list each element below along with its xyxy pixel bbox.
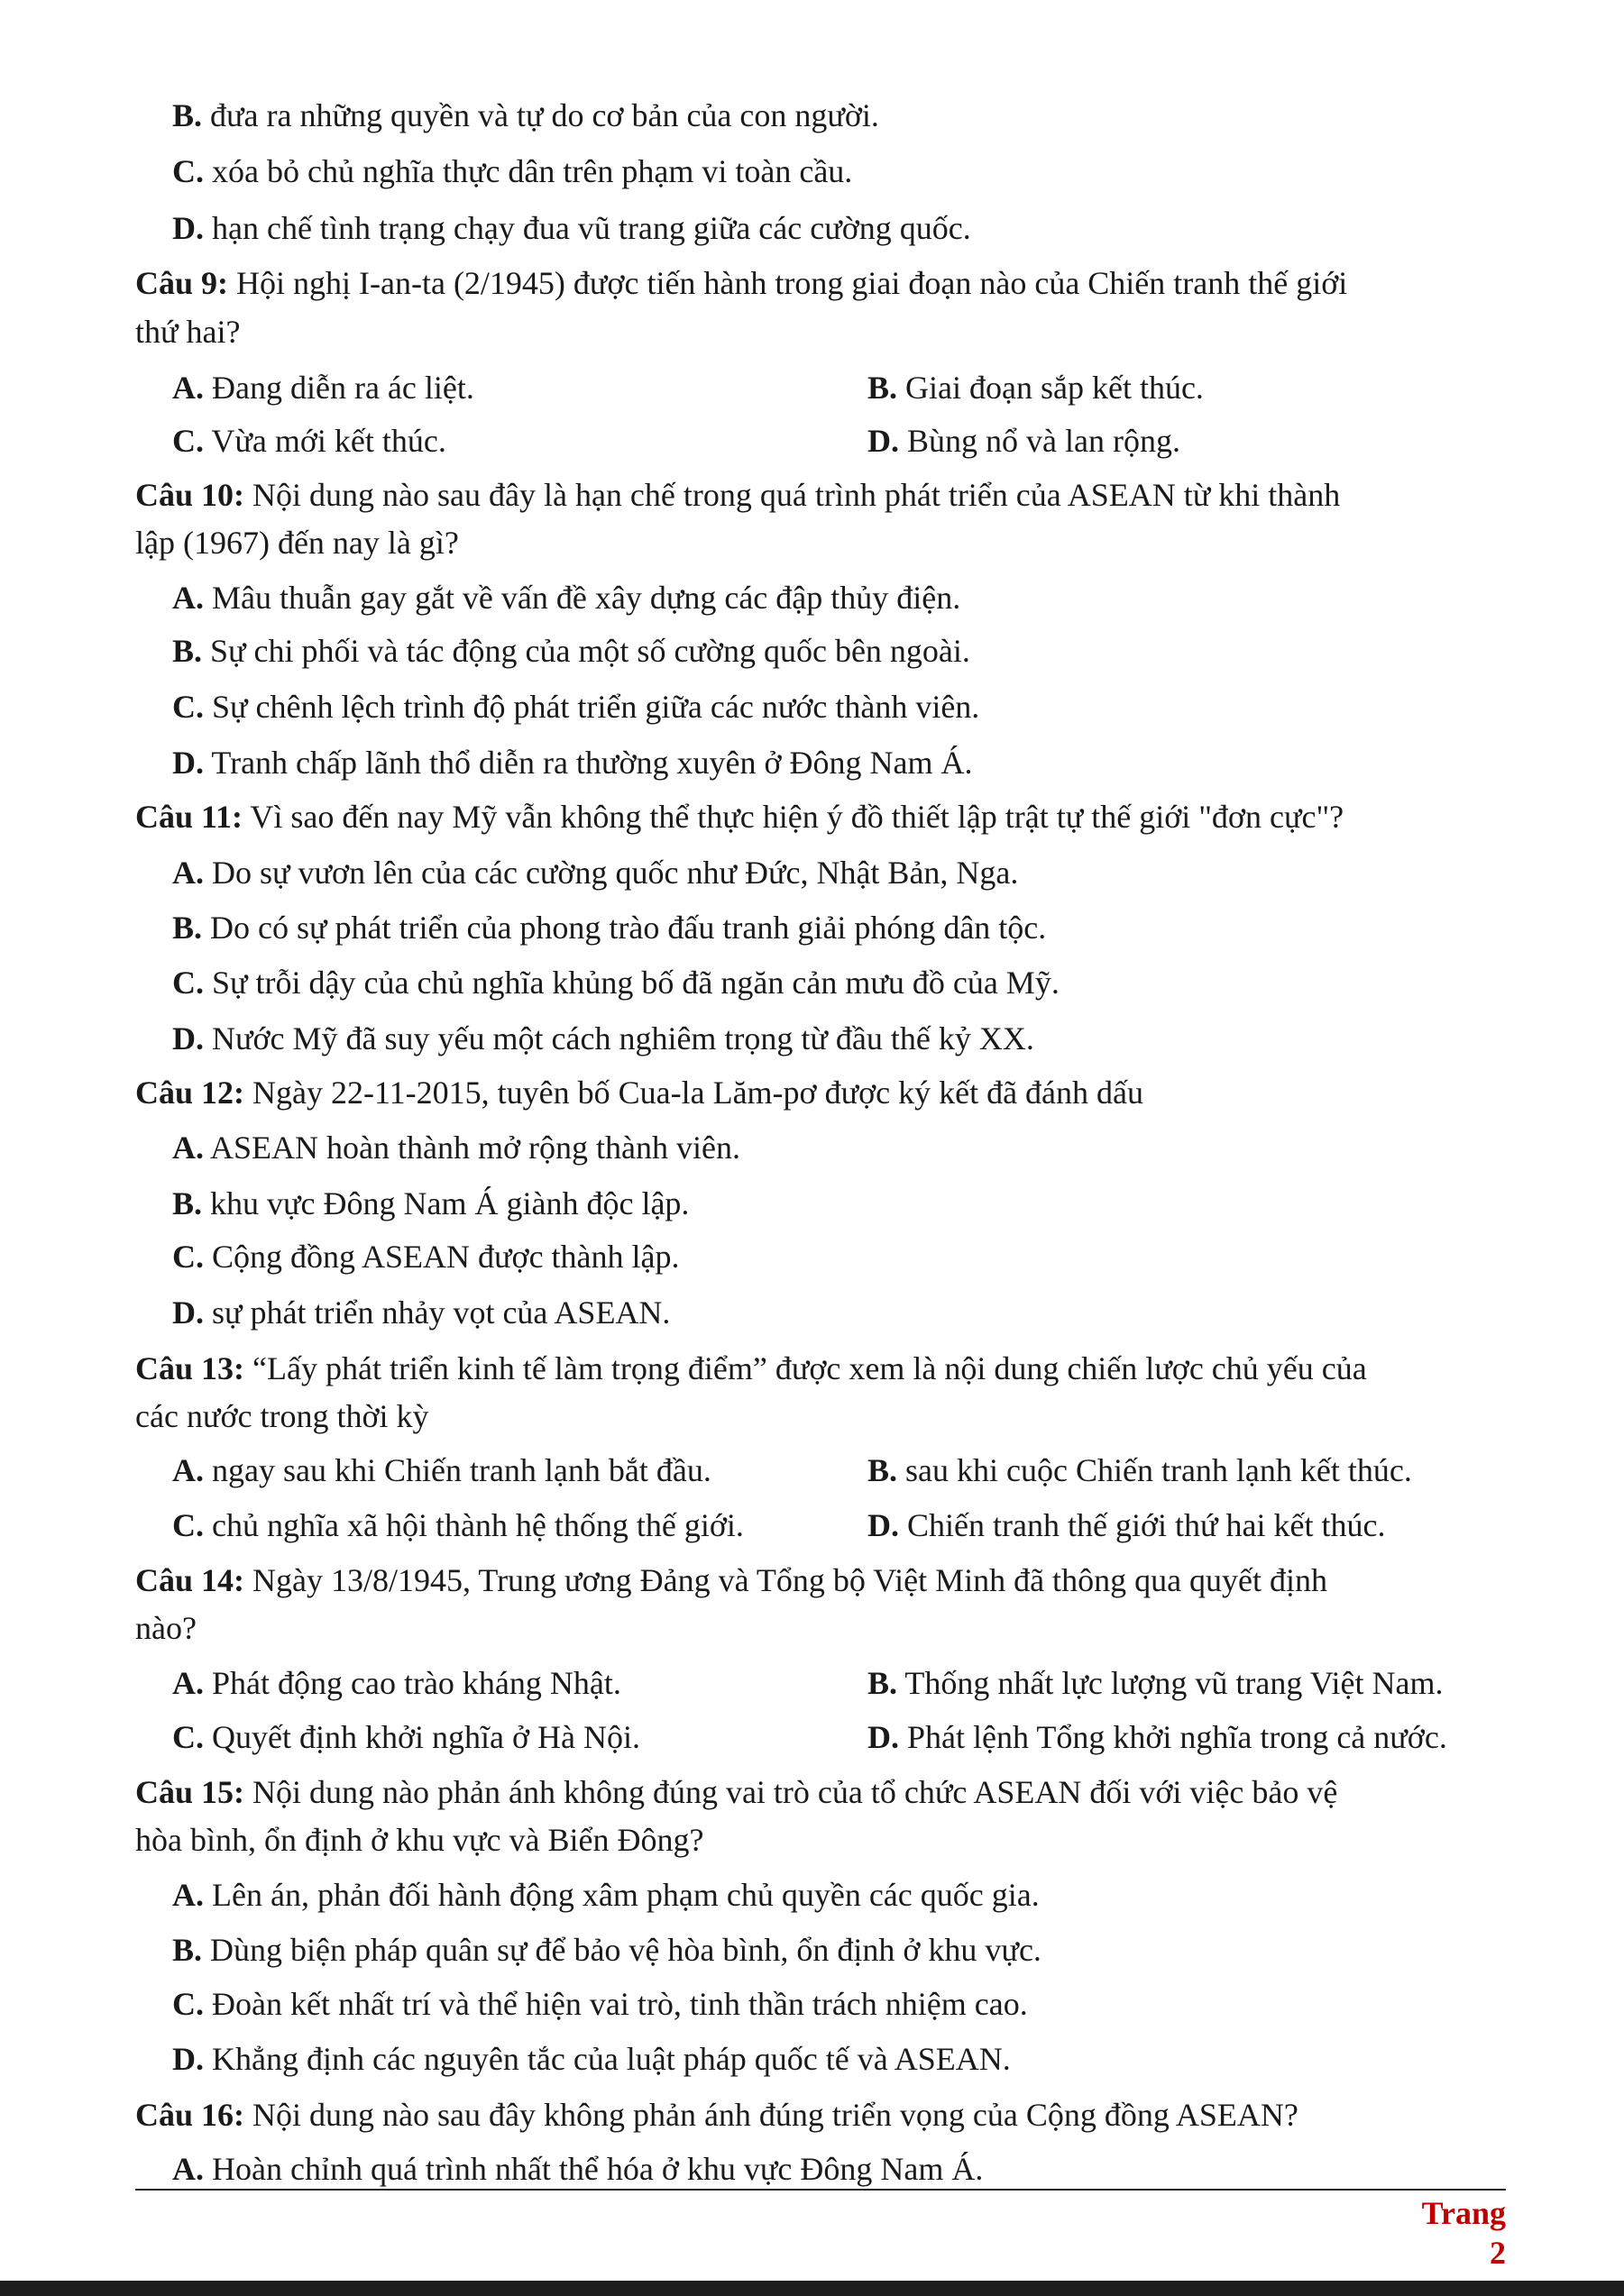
question-text: “Lấy phát triển kinh tế làm trọng điểm” được xem là nội dung chiến lược chủ yếu của [244, 1350, 1367, 1386]
answer-option [867, 368, 1204, 407]
line-text: Hoàn chỉnh quá trình nhất thể hóa ở khu vực Đông Nam Á. [204, 2151, 984, 2187]
line-text: Đang diễn ra ác liệt. [204, 370, 474, 406]
answer-option [172, 631, 970, 671]
line-text: khu vực Đông Nam Á giành độc lập. [202, 1185, 690, 1221]
answer-option [172, 1128, 740, 1167]
line-text: Giai đoạn sắp kết thúc. [897, 370, 1204, 406]
question-line [135, 263, 1500, 303]
option-letter: D. [172, 2041, 204, 2077]
answer-option [172, 578, 960, 617]
line-text: hòa bình, ổn định ở khu vực và Biển Đông? [135, 1822, 704, 1858]
question-number: Câu 15: [135, 1774, 245, 1810]
answer-option [867, 1505, 1385, 1545]
option-letter: C. [172, 965, 204, 1001]
answer-option [172, 1450, 711, 1490]
question-text: Vì sao đến nay Mỹ vẫn không thể thực hiện ý đồ thiết lập trật tự thế giới "đơn cực"? [243, 799, 1344, 835]
question-continuation [135, 1396, 429, 1436]
answer-option [172, 1984, 1028, 2024]
answer-option [172, 1930, 1041, 1970]
question-text: Nội dung nào phản ánh không đúng vai trò của tổ chức ASEAN đối với việc bảo vệ [244, 1774, 1338, 1810]
question-continuation [135, 523, 459, 563]
line-text: sau khi cuộc Chiến tranh lạnh kết thúc. [897, 1452, 1412, 1488]
answer-option [172, 1505, 744, 1545]
question-text: Ngày 13/8/1945, Trung ương Đảng và Tổng bộ Việt Minh đã thông qua quyết định [244, 1562, 1328, 1598]
option-letter: C. [172, 1239, 204, 1275]
answer-option [172, 1293, 670, 1332]
line-text: Cộng đồng ASEAN được thành lập. [204, 1239, 680, 1275]
line-text: Khẳng định các nguyên tắc của luật pháp quốc tế và ASEAN. [204, 2041, 1011, 2077]
question-line [135, 2095, 1298, 2135]
bottom-edge-bar [0, 2281, 1624, 2296]
option-letter: A. [172, 1665, 204, 1701]
question-number: Câu 10: [135, 477, 245, 513]
line-text: Phát động cao trào kháng Nhật. [204, 1665, 621, 1701]
answer-option [172, 1019, 1034, 1058]
line-text: chủ nghĩa xã hội thành hệ thống thế giới. [204, 1507, 744, 1543]
footer-rule [135, 2189, 1506, 2191]
line-text: Sự trỗi dậy của chủ nghĩa khủng bố đã ngăn cản mưu đồ của Mỹ. [204, 965, 1060, 1001]
option-letter: C. [172, 423, 204, 459]
answer-option [172, 151, 852, 191]
line-text: hạn chế tình trạng chạy đua vũ trang giữa các cường quốc. [204, 210, 971, 246]
question-continuation [135, 1820, 703, 1860]
line-text: Mâu thuẫn gay gắt về vấn đề xây dựng các đập thủy điện. [204, 580, 961, 616]
question-line [135, 1560, 1500, 1600]
line-text: Sự chênh lệch trình độ phát triển giữa các nước thành viên. [204, 689, 980, 725]
question-text: Nội dung nào sau đây là hạn chế trong quá trình phát triển của ASEAN từ khi thành [244, 477, 1341, 513]
question-number: Câu 14: [135, 1562, 245, 1598]
answer-option [867, 1717, 1447, 1757]
line-text: Do sự vươn lên của các cường quốc như Đức, Nhật Bản, Nga. [204, 855, 1019, 891]
option-letter: D. [172, 210, 204, 246]
option-letter: B. [172, 910, 203, 946]
option-letter: C. [172, 153, 204, 189]
question-text: Ngày 22-11-2015, tuyên bố Cua-la Lăm-pơ được ký kết đã đánh dấu [244, 1075, 1144, 1111]
answer-option [172, 2149, 983, 2189]
answer-option [172, 1717, 640, 1757]
answer-option [172, 743, 972, 782]
page-number: Trang 2 [1421, 2195, 1506, 2271]
line-text: ngay sau khi Chiến tranh lạnh bắt đầu. [204, 1452, 711, 1488]
option-letter: D. [867, 423, 899, 459]
line-text: Sự chi phối và tác động của một số cường quốc bên ngoài. [202, 633, 970, 669]
line-text: Đoàn kết nhất trí và thể hiện vai trò, tinh thần trách nhiệm cao. [204, 1986, 1028, 2022]
question-line [135, 475, 1500, 515]
line-text: Dùng biện pháp quân sự để bảo vệ hòa bình, ổn định ở khu vực. [202, 1932, 1041, 1968]
answer-option [172, 1875, 1040, 1915]
line-text: Phát lệnh Tổng khởi nghĩa trong cả nước. [899, 1719, 1447, 1755]
option-letter: B. [172, 633, 203, 669]
answer-option [172, 908, 1046, 947]
question-text: Hội nghị I-an-ta (2/1945) được tiến hành trong giai đoạn nào của Chiến tranh thế giới [228, 265, 1348, 301]
question-number: Câu 12: [135, 1075, 245, 1111]
line-text: lập (1967) đến nay là gì? [135, 525, 459, 561]
line-text: Tranh chấp lãnh thổ diễn ra thường xuyên ở Đông Nam Á. [204, 745, 973, 781]
option-letter: B. [172, 1932, 203, 1968]
option-letter: D. [172, 1294, 204, 1331]
question-continuation [135, 312, 240, 352]
answer-option [172, 1663, 621, 1703]
option-letter: B. [867, 370, 898, 406]
line-text: Vừa mới kết thúc. [204, 423, 446, 459]
option-letter: A. [172, 855, 204, 891]
option-letter: C. [172, 689, 204, 725]
line-text: sự phát triển nhảy vọt của ASEAN. [204, 1294, 671, 1331]
answer-option [867, 1663, 1444, 1703]
option-letter: A. [172, 1130, 204, 1166]
answer-option [172, 2039, 1011, 2079]
line-text: Chiến tranh thế giới thứ hai kết thúc. [899, 1507, 1386, 1543]
question-line [135, 1772, 1500, 1812]
option-letter: B. [172, 97, 203, 133]
line-text: Do có sự phát triển của phong trào đấu tranh giải phóng dân tộc. [202, 910, 1047, 946]
answer-option [172, 421, 446, 461]
option-letter: B. [867, 1452, 898, 1488]
answer-option [172, 1237, 680, 1276]
answer-option [172, 208, 971, 248]
option-letter: B. [867, 1665, 898, 1701]
line-text: đưa ra những quyền và tự do cơ bản của con người. [202, 97, 879, 133]
answer-option [867, 421, 1180, 461]
question-line [135, 797, 1344, 837]
question-line [135, 1073, 1143, 1112]
answer-option [172, 687, 979, 727]
line-text: nào? [135, 1610, 197, 1646]
question-number: Câu 16: [135, 2097, 245, 2133]
option-letter: C. [172, 1986, 204, 2022]
answer-option [172, 963, 1060, 1002]
option-letter: A. [172, 2151, 204, 2187]
line-text: các nước trong thời kỳ [135, 1398, 429, 1434]
line-text: Bùng nổ và lan rộng. [899, 423, 1180, 459]
answer-option [172, 96, 879, 135]
question-number: Câu 11: [135, 799, 243, 835]
line-text: thứ hai? [135, 314, 241, 350]
option-letter: C. [172, 1719, 204, 1755]
answer-option [867, 1450, 1412, 1490]
option-letter: D. [172, 745, 204, 781]
line-text: Nước Mỹ đã suy yếu một cách nghiêm trọng từ đầu thế kỷ XX. [204, 1020, 1034, 1057]
option-letter: A. [172, 370, 204, 406]
question-number: Câu 9: [135, 265, 229, 301]
answer-option [172, 1184, 689, 1223]
line-text: xóa bỏ chủ nghĩa thực dân trên phạm vi toàn cầu. [204, 153, 853, 189]
answer-option [172, 853, 1018, 892]
line-text: ASEAN hoàn thành mở rộng thành viên. [204, 1130, 740, 1166]
question-continuation [135, 1608, 197, 1648]
answer-option [172, 368, 474, 407]
line-text: Lên án, phản đối hành động xâm phạm chủ quyền các quốc gia. [204, 1877, 1040, 1913]
option-letter: A. [172, 1452, 204, 1488]
option-letter: A. [172, 580, 204, 616]
option-letter: D. [867, 1719, 899, 1755]
option-letter: D. [867, 1507, 899, 1543]
option-letter: D. [172, 1020, 204, 1057]
line-text: Thống nhất lực lượng vũ trang Việt Nam. [897, 1665, 1444, 1701]
question-line [135, 1349, 1500, 1388]
option-letter: C. [172, 1507, 204, 1543]
option-letter: A. [172, 1877, 204, 1913]
question-number: Câu 13: [135, 1350, 245, 1386]
line-text: Quyết định khởi nghĩa ở Hà Nội. [204, 1719, 641, 1755]
question-text: Nội dung nào sau đây không phản ánh đúng triển vọng của Cộng đồng ASEAN? [244, 2097, 1298, 2133]
option-letter: B. [172, 1185, 203, 1221]
